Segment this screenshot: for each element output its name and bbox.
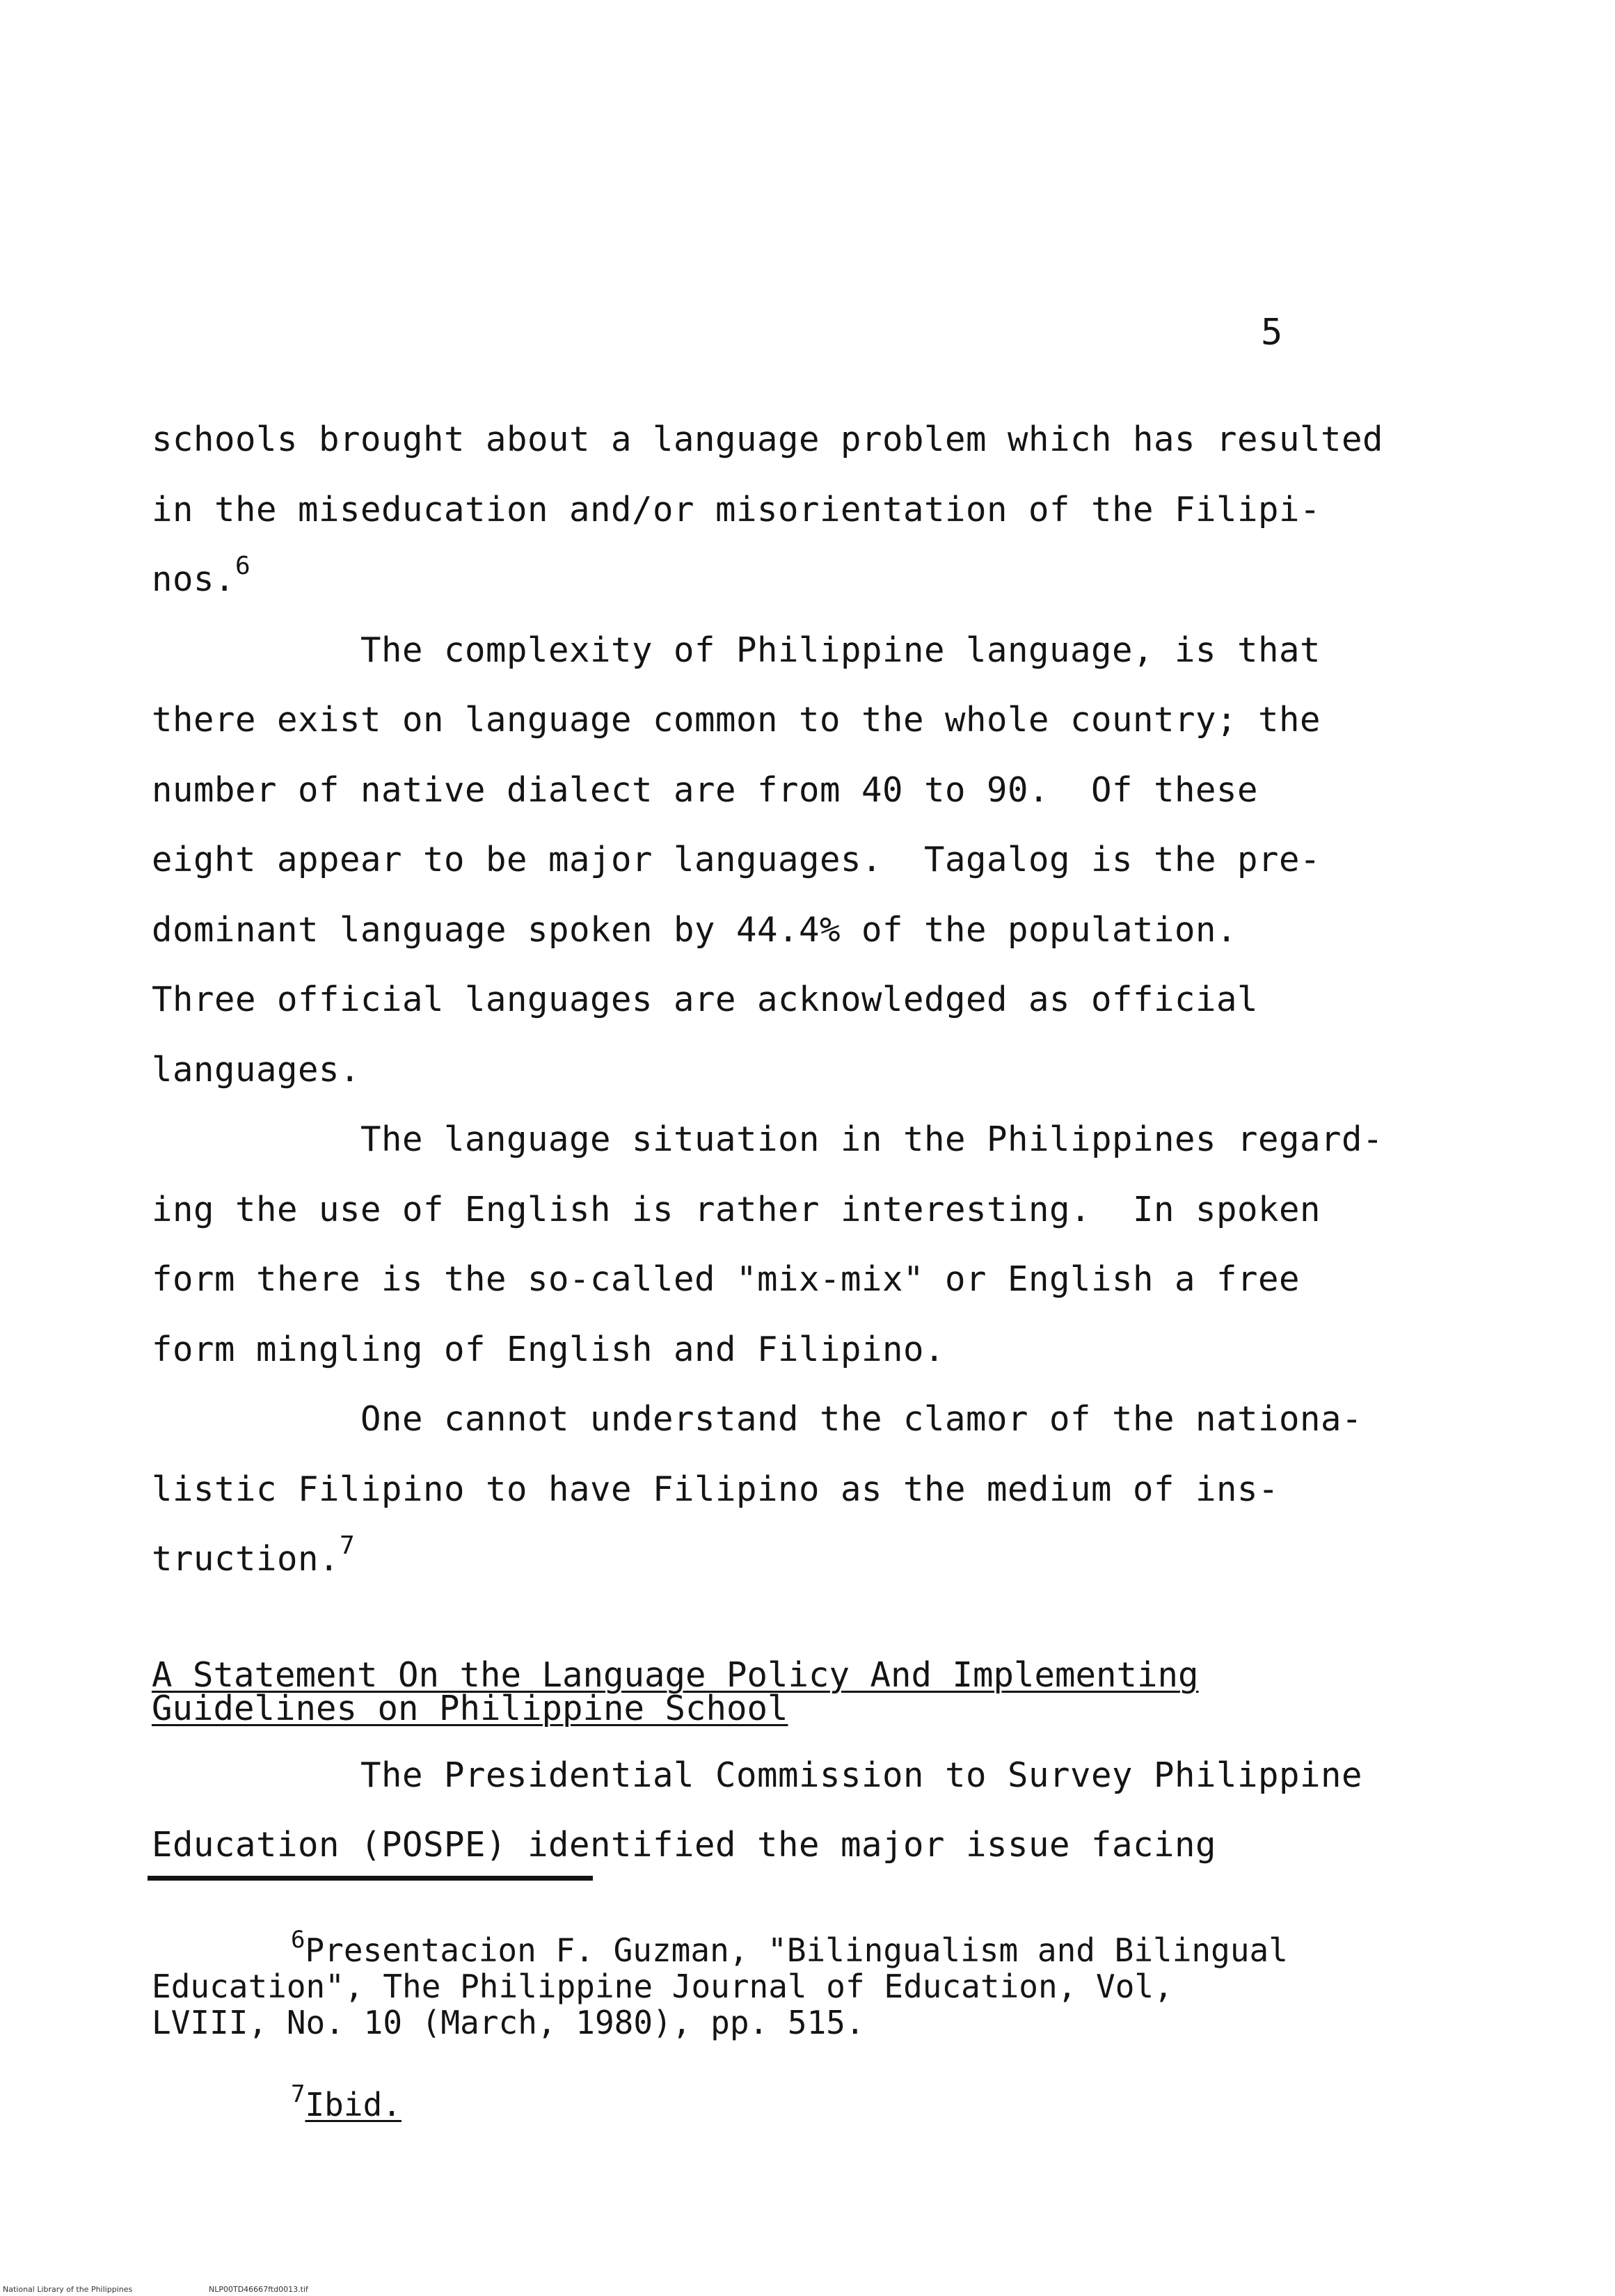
body-line: listic Filipino to have Filipino as the medium of ins-	[152, 1469, 1280, 1509]
body-line: The complexity of Philippine language, is that	[152, 630, 1321, 670]
archive-credit: National Library of the Philippines	[3, 2285, 133, 2294]
footnote-6-line	[291, 1926, 1288, 1971]
footnote-7-line	[291, 2080, 401, 2126]
footnote-text: Ibid.	[305, 2086, 401, 2123]
body-line: The Presidential Commission to Survey Philippine	[152, 1755, 1363, 1795]
archive-filename: NLP00TD46667ftd0013.tif	[209, 2285, 308, 2294]
footnote-reference: 6	[235, 552, 251, 580]
body-line: schools brought about a language problem which has resulted	[152, 420, 1384, 459]
body-line: there exist on language common to the whole country; the	[152, 700, 1321, 740]
body-line: eight appear to be major languages. Tagalog is the pre-	[152, 840, 1321, 879]
section-heading-line-2: Guidelines on Philippine School	[152, 1689, 788, 1728]
footnote-mark: 6	[291, 1926, 305, 1954]
body-line: in the miseducation and/or misorientation of the Filipi-	[152, 490, 1321, 529]
body-line-text: truction.	[152, 1539, 340, 1579]
body-line	[152, 1531, 356, 1584]
body-line: ing the use of English is rather interesting. In spoken	[152, 1190, 1321, 1229]
body-line: form mingling of English and Filipino.	[152, 1330, 946, 1369]
body-line: dominant language spoken by 44.4% of the population.	[152, 910, 1238, 950]
body-line: languages.	[152, 1050, 361, 1090]
body-line: Education (POSPE) identified the major issue facing	[152, 1825, 1217, 1865]
body-line: The language situation in the Philippines regard-	[152, 1119, 1384, 1159]
body-line: Three official languages are acknowledged as official	[152, 980, 1259, 1019]
section-heading-line-1: A Statement On the Language Policy And Implementing	[152, 1655, 1199, 1695]
page-number: 5	[1261, 312, 1283, 353]
body-line: number of native dialect are from 40 to 90. Of these	[152, 770, 1259, 810]
footnote-6-line: Education", The Philippine Journal of Education, Vol,	[152, 1968, 1173, 2005]
body-line: One cannot understand the clamor of the nationa-	[152, 1399, 1363, 1439]
footnote-6-line: LVIII, No. 10 (March, 1980), pp. 515.	[152, 2004, 865, 2041]
body-line	[152, 552, 251, 604]
footnote-mark: 7	[291, 2080, 305, 2108]
footnote-text: Presentacion F. Guzman, "Bilingualism and Bilingual	[305, 1931, 1288, 1969]
body-line-text: nos.	[152, 559, 236, 599]
body-line: form there is the so-called "mix-mix" or English a free	[152, 1259, 1300, 1299]
footnote-rule	[148, 1876, 593, 1881]
footnote-reference: 7	[340, 1531, 356, 1560]
